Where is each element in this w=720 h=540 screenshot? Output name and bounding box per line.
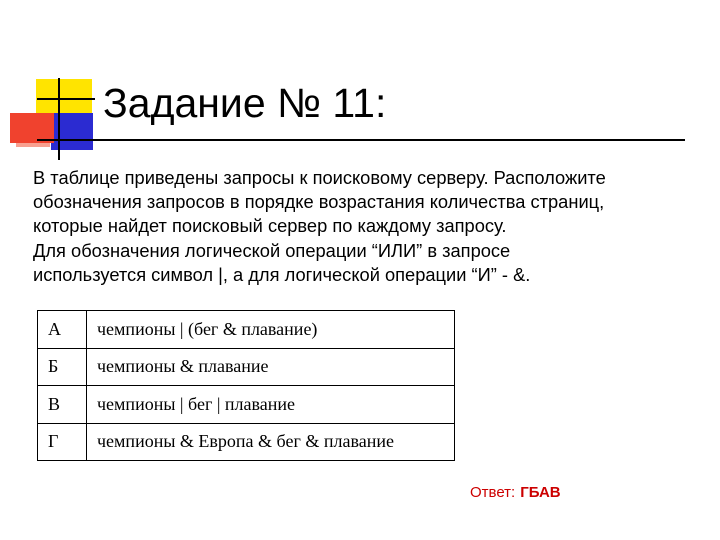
query-key: В [38,386,87,424]
task-line: обозначения запросов в порядке возрастания количества страниц, [33,191,605,213]
deco-blue-square [51,113,93,150]
table-row [38,386,455,424]
slide-title: Задание № 11: [103,80,387,126]
query-key: Г [38,423,87,461]
title-divider [37,139,685,141]
task-line: которые найдет поисковый сервер по каждому запросу. [33,215,507,237]
task-line: Для обозначения логической операции “ИЛИ” в запросе [33,239,511,261]
query-text: чемпионы | бег | плавание [87,386,455,424]
query-text: чемпионы | (бег & плавание) [87,311,455,349]
task-description [33,166,693,287]
query-key: Б [38,348,87,386]
table-row [38,423,455,461]
table-row [38,311,455,349]
answer [470,484,561,501]
query-text: чемпионы & Европа & бег & плавание [87,423,455,461]
answer-value: ГБАВ [520,484,561,501]
task-line: используется символ |, а для логической операции “И” - &. [33,263,531,285]
answer-label: Ответ: [470,484,516,501]
query-key: А [38,311,87,349]
table-row [38,348,455,386]
query-text: чемпионы & плавание [87,348,455,386]
queries-table [37,310,455,461]
task-line: В таблице приведены запросы к поисковому серверу. Расположите [33,167,606,188]
deco-red-square-fade [16,143,50,147]
